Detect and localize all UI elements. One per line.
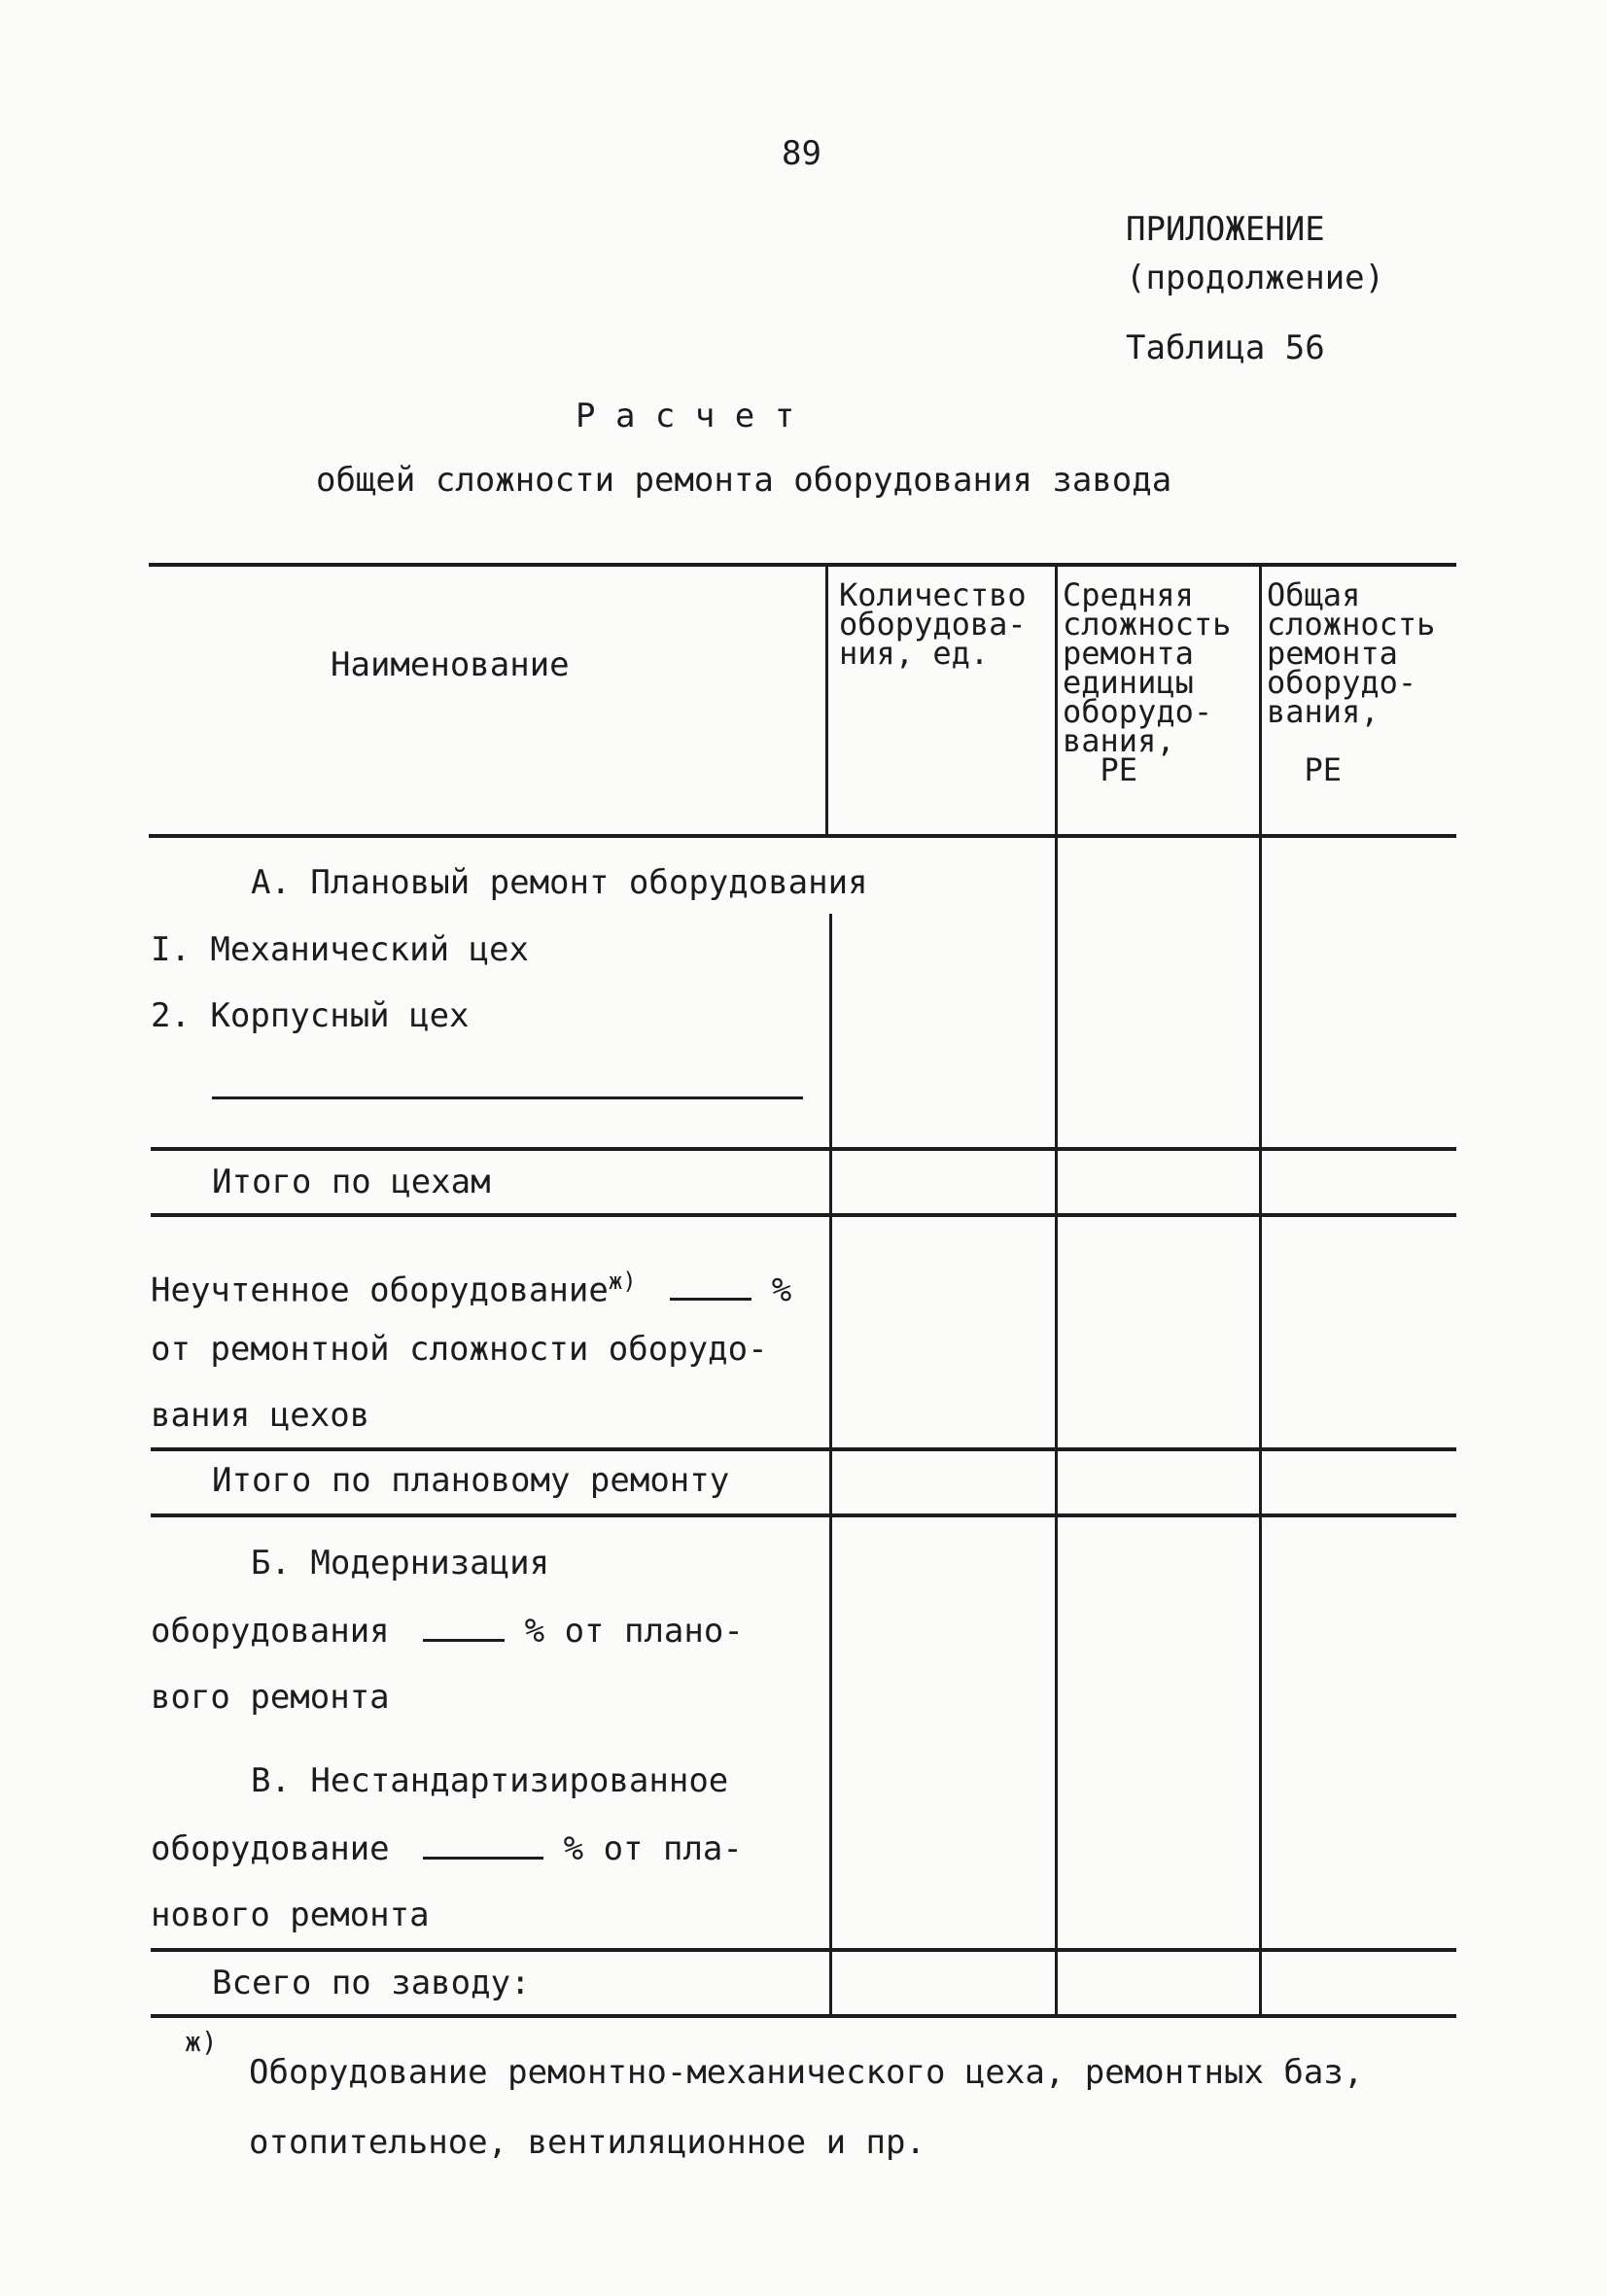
column-separator — [1055, 567, 1058, 2014]
section-b-tail: от плано- — [564, 1612, 744, 1651]
percent-blank — [670, 1272, 751, 1301]
shop-item: 2. Корпусный цех — [151, 996, 470, 1035]
unaccounted-line2: от ремонтной сложности оборудо- — [151, 1330, 768, 1369]
section-v-line3: нового ремонта — [151, 1896, 430, 1934]
appendix-continuation: (продолжение) — [1126, 259, 1385, 297]
header-name: Наименование — [331, 645, 570, 684]
unaccounted-label: Неучтенное оборудование — [151, 1270, 609, 1310]
page-number: 89 — [782, 134, 821, 173]
percent-sign: % — [563, 1829, 584, 1868]
percent-sign: % — [771, 1270, 792, 1310]
header-total-complexity: Общая сложность ремонта оборудо- вания, РЕ — [1267, 576, 1436, 788]
section-v-label: оборудование — [151, 1829, 390, 1868]
column-separator — [829, 914, 832, 2014]
grand-total: Всего по заводу: — [212, 1964, 531, 2002]
document-subtitle: общей сложности ремонта оборудования завода — [316, 461, 1172, 500]
header-quantity: Количество оборудова- ния, ед. — [839, 576, 1027, 672]
table-rule-bottom — [151, 2014, 1456, 2018]
footnote-line2: отопительное, вентиляционное и пр. — [249, 2123, 926, 2162]
shop-item: I. Механический цех — [151, 930, 529, 969]
percent-blank — [423, 1614, 505, 1642]
column-separator — [825, 567, 828, 834]
unaccounted-line3: вания цехов — [151, 1396, 370, 1435]
entry-blank-line — [212, 1096, 803, 1099]
unaccounted-line1 — [151, 1262, 791, 1309]
section-v-line2 — [151, 1829, 743, 1868]
section-a-title: А. Плановый ремонт оборудования — [251, 863, 868, 902]
subtotal-planned: Итого по плановому ремонту — [212, 1461, 730, 1500]
column-separator — [1259, 567, 1262, 2014]
appendix-label: ПРИЛОЖЕНИЕ — [1126, 210, 1325, 249]
footnote-line1: Оборудование ремонтно-механического цеха, ремонтных баз, — [249, 2053, 1364, 2092]
footnote-marker: ж) — [608, 1268, 637, 1295]
table-number: Таблица 56 — [1126, 329, 1325, 367]
section-v-tail: от пла- — [603, 1829, 743, 1868]
section-b-line1: Б. Модернизация — [251, 1544, 550, 1583]
section-b-line2 — [151, 1612, 744, 1651]
section-b-line3: вого ремонта — [151, 1678, 390, 1717]
percent-blank — [423, 1831, 543, 1860]
percent-sign: % — [524, 1612, 545, 1651]
section-b-label: оборудования — [151, 1612, 390, 1651]
subtotal-shops: Итого по цехам — [212, 1163, 491, 1201]
footnote-marker: ж) — [185, 2026, 218, 2058]
section-v-line1: В. Нестандартизированное — [251, 1761, 729, 1800]
document-title: Р а с ч е т — [576, 397, 795, 435]
header-average-complexity: Средняя сложность ремонта единицы оборудо- вания, РЕ — [1063, 576, 1232, 788]
